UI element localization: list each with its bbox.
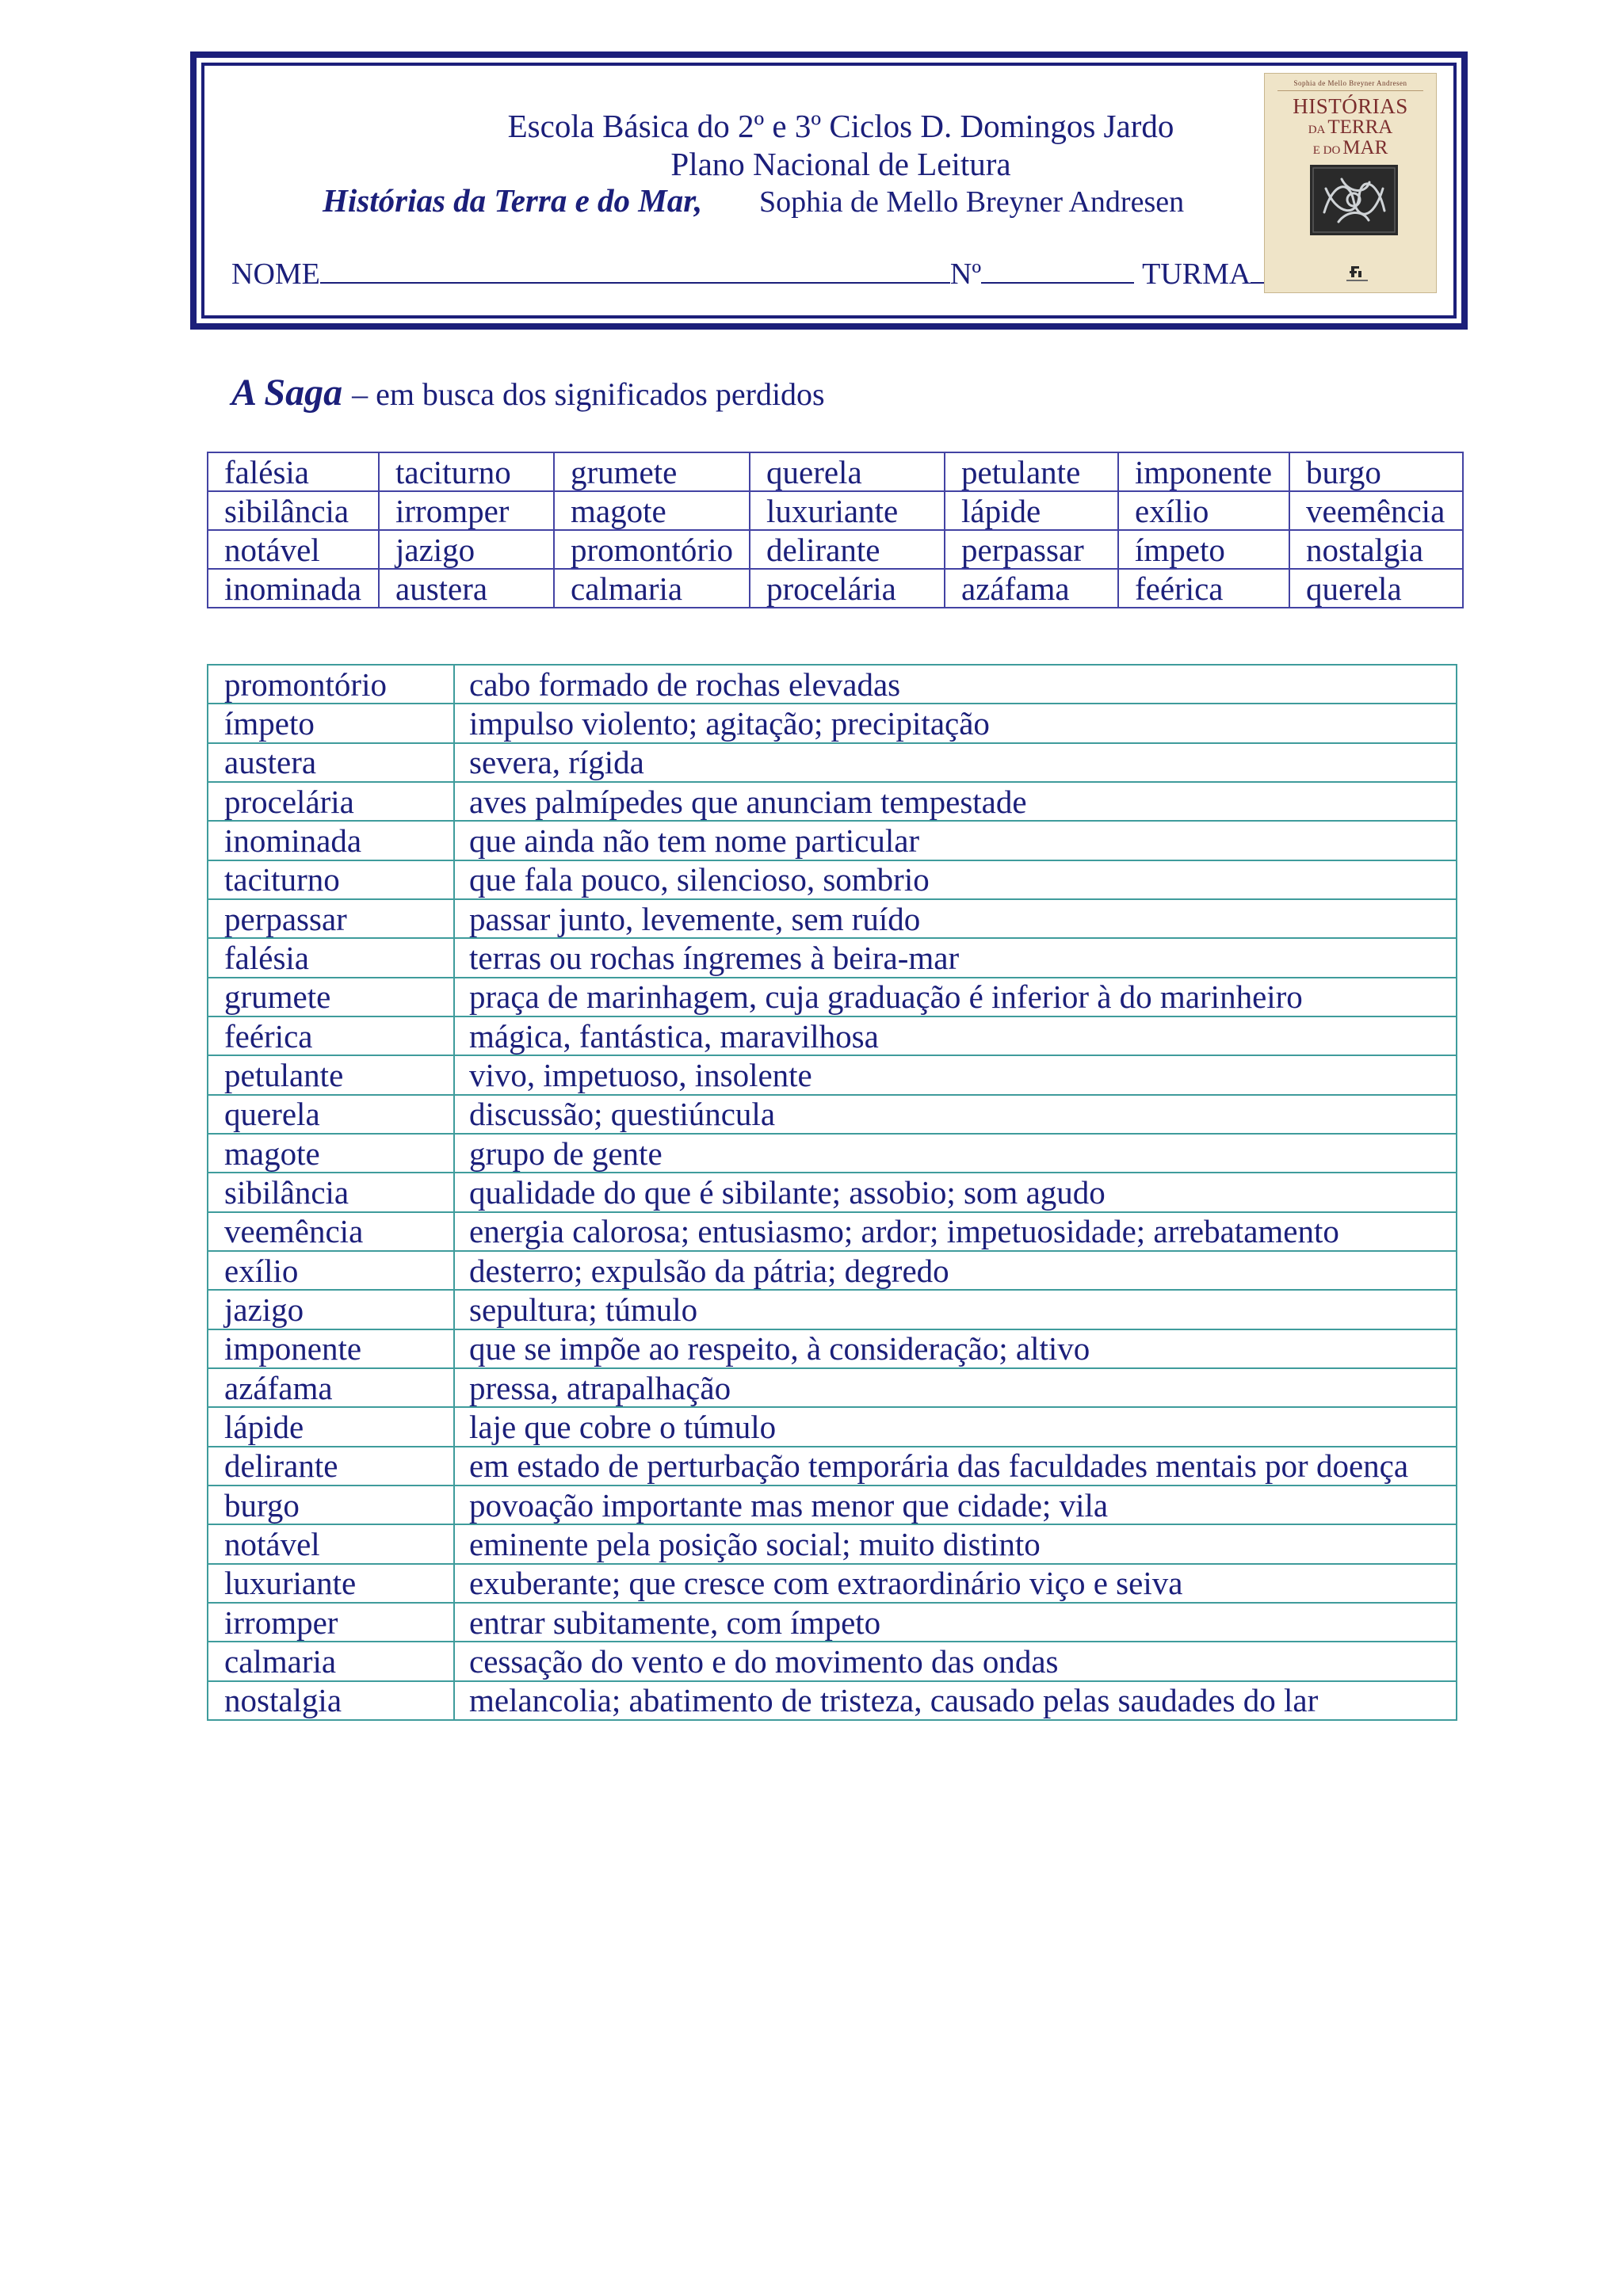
glossary-term: austera — [208, 743, 454, 782]
word-cell: notável — [208, 530, 379, 569]
cover-emblem-icon — [1310, 165, 1398, 235]
glossary-definition: terras ou rochas íngremes à beira-mar — [454, 938, 1457, 977]
glossary-term: grumete — [208, 978, 454, 1016]
glossary-definition: pressa, atrapalhação — [454, 1368, 1457, 1407]
cover-title-word: MAR — [1342, 137, 1388, 158]
glossary-row — [208, 1407, 1457, 1446]
glossary-term: azáfama — [208, 1368, 454, 1407]
cover-title-line — [1265, 138, 1436, 161]
glossary-term: burgo — [208, 1486, 454, 1524]
glossary-term: feérica — [208, 1016, 454, 1055]
glossary-term: nostalgia — [208, 1681, 454, 1720]
glossary-definition: sepultura; túmulo — [454, 1290, 1457, 1329]
class-label: TURMA — [1142, 257, 1251, 291]
glossary-row — [208, 899, 1457, 938]
word-table-row — [208, 452, 1463, 491]
word-cell: nostalgia — [1289, 530, 1463, 569]
glossary-term: veemência — [208, 1212, 454, 1251]
word-cell: grumete — [554, 452, 750, 491]
word-cell: ímpeto — [1118, 530, 1289, 569]
number-label: Nº — [949, 257, 982, 291]
glossary-definition: que fala pouco, silencioso, sombrio — [454, 860, 1457, 899]
word-cell: promontório — [554, 530, 750, 569]
glossary-row — [208, 782, 1457, 821]
glossary-row — [208, 1368, 1457, 1407]
glossary-term: irromper — [208, 1603, 454, 1642]
word-cell: petulante — [945, 452, 1118, 491]
glossary-row — [208, 1564, 1457, 1603]
glossary-term: magote — [208, 1134, 454, 1173]
word-cell: procelária — [750, 569, 945, 608]
glossary-definition: desterro; expulsão da pátria; degredo — [454, 1251, 1457, 1290]
word-cell: austera — [379, 569, 554, 608]
glossary-definition: em estado de perturbação temporária das faculdades mentais por doença — [454, 1447, 1457, 1486]
glossary-term: ímpeto — [208, 704, 454, 742]
word-cell: veemência — [1289, 491, 1463, 530]
glossary-definition: grupo de gente — [454, 1134, 1457, 1173]
glossary-term: calmaria — [208, 1642, 454, 1680]
word-cell: perpassar — [945, 530, 1118, 569]
glossary-table — [207, 664, 1457, 1721]
word-table-row — [208, 569, 1463, 608]
glossary-definition: severa, rígida — [454, 743, 1457, 782]
glossary-definition: eminente pela posição social; muito distinto — [454, 1524, 1457, 1563]
glossary-row — [208, 665, 1457, 704]
glossary-row — [208, 704, 1457, 742]
word-cell: querela — [1289, 569, 1463, 608]
glossary-definition: cabo formado de rochas elevadas — [454, 665, 1457, 704]
word-table-body — [208, 452, 1463, 608]
glossary-row — [208, 1173, 1457, 1211]
glossary-definition: praça de marinhagem, cuja graduação é inferior à do marinheiro — [454, 978, 1457, 1016]
word-table-row — [208, 530, 1463, 569]
word-cell: sibilância — [208, 491, 379, 530]
glossary-row — [208, 860, 1457, 899]
book-cover-image — [1264, 73, 1437, 293]
glossary-row — [208, 1486, 1457, 1524]
word-cell: imponente — [1118, 452, 1289, 491]
glossary-term: exílio — [208, 1251, 454, 1290]
glossary-table-body — [208, 665, 1457, 1720]
glossary-definition: passar junto, levemente, sem ruído — [454, 899, 1457, 938]
book-author: Sophia de Mello Breyner Andresen — [759, 185, 1185, 219]
word-cell: magote — [554, 491, 750, 530]
glossary-definition: laje que cobre o túmulo — [454, 1407, 1457, 1446]
reading-program: Plano Nacional de Leitura — [670, 146, 1011, 182]
glossary-term: querela — [208, 1095, 454, 1134]
glossary-term: perpassar — [208, 899, 454, 938]
glossary-term: petulante — [208, 1055, 454, 1094]
glossary-row — [208, 1212, 1457, 1251]
word-cell: burgo — [1289, 452, 1463, 491]
word-table — [207, 452, 1464, 608]
word-cell: calmaria — [554, 569, 750, 608]
glossary-row — [208, 1134, 1457, 1173]
glossary-definition: vivo, impetuoso, insolente — [454, 1055, 1457, 1094]
glossary-definition: aves palmípedes que anunciam tempestade — [454, 782, 1457, 821]
header-frame — [190, 51, 1468, 330]
word-cell: delirante — [750, 530, 945, 569]
glossary-definition: povoação importante mas menor que cidade; vila — [454, 1486, 1457, 1524]
glossary-term: inominada — [208, 821, 454, 860]
word-cell: inominada — [208, 569, 379, 608]
glossary-term: delirante — [208, 1447, 454, 1486]
cover-title-line — [1265, 96, 1436, 116]
school-name: Escola Básica do 2º e 3º Ciclos D. Domingos Jardo — [507, 108, 1174, 144]
glossary-row — [208, 1290, 1457, 1329]
glossary-row — [208, 1095, 1457, 1134]
glossary-row — [208, 1524, 1457, 1563]
glossary-row — [208, 1681, 1457, 1720]
student-form-line — [231, 255, 1338, 293]
glossary-row — [208, 1251, 1457, 1290]
cover-title-word: HISTÓRIAS — [1293, 94, 1408, 118]
glossary-row — [208, 743, 1457, 782]
word-cell: exílio — [1118, 491, 1289, 530]
glossary-definition: entrar subitamente, com ímpeto — [454, 1603, 1457, 1642]
word-cell: falésia — [208, 452, 379, 491]
cover-divider — [1277, 90, 1423, 91]
section-subtitle: – em busca dos significados perdidos — [352, 376, 825, 412]
glossary-definition: qualidade do que é sibilante; assobio; som agudo — [454, 1173, 1457, 1211]
glossary-row — [208, 821, 1457, 860]
cover-title-word: TERRA — [1327, 116, 1393, 138]
section-heading — [231, 371, 825, 424]
glossary-definition: impulso violento; agitação; precipitação — [454, 704, 1457, 742]
glossary-definition: energia calorosa; entusiasmo; ardor; impetuosidade; arrebatamento — [454, 1212, 1457, 1251]
glossary-definition: melancolia; abatimento de tristeza, causado pelas saudades do lar — [454, 1681, 1457, 1720]
cover-title-word: E DO — [1312, 144, 1341, 157]
word-cell: azáfama — [945, 569, 1118, 608]
name-blank — [320, 258, 950, 284]
word-cell: jazigo — [379, 530, 554, 569]
word-cell: taciturno — [379, 452, 554, 491]
cover-author: Sophia de Mello Breyner Andresen — [1293, 79, 1407, 87]
section-title: A Saga — [231, 372, 343, 414]
glossary-row — [208, 1055, 1457, 1094]
glossary-definition: que ainda não tem nome particular — [454, 821, 1457, 860]
glossary-row — [208, 1603, 1457, 1642]
glossary-term: luxuriante — [208, 1564, 454, 1603]
word-cell: feérica — [1118, 569, 1289, 608]
glossary-term: notável — [208, 1524, 454, 1563]
glossary-term: taciturno — [208, 860, 454, 899]
word-cell: querela — [750, 452, 945, 491]
word-table-row — [208, 491, 1463, 530]
glossary-row — [208, 1329, 1457, 1368]
glossary-definition: exuberante; que cresce com extraordinário viço e seiva — [454, 1564, 1457, 1603]
glossary-definition: discussão; questiúncula — [454, 1095, 1457, 1134]
glossary-row — [208, 978, 1457, 1016]
glossary-definition: que se impõe ao respeito, à consideração; altivo — [454, 1329, 1457, 1368]
glossary-term: promontório — [208, 665, 454, 704]
glossary-term: imponente — [208, 1329, 454, 1368]
cover-title-word: DA — [1308, 124, 1326, 136]
glossary-definition: mágica, fantástica, maravilhosa — [454, 1016, 1457, 1055]
glossary-row — [208, 1642, 1457, 1680]
word-cell: lápide — [945, 491, 1118, 530]
glossary-term: falésia — [208, 938, 454, 977]
publisher-logo-icon — [1344, 265, 1370, 284]
glossary-term: jazigo — [208, 1290, 454, 1329]
glossary-term: procelária — [208, 782, 454, 821]
glossary-row — [208, 1447, 1457, 1486]
name-label: NOME — [231, 257, 320, 291]
number-blank — [981, 258, 1134, 284]
glossary-row — [208, 1016, 1457, 1055]
glossary-definition: cessação do vento e do movimento das ondas — [454, 1642, 1457, 1680]
glossary-term: sibilância — [208, 1173, 454, 1211]
glossary-row — [208, 938, 1457, 977]
word-cell: luxuriante — [750, 491, 945, 530]
glossary-term: lápide — [208, 1407, 454, 1446]
book-title: Histórias da Terra e do Mar, — [323, 182, 703, 219]
word-cell: irromper — [379, 491, 554, 530]
